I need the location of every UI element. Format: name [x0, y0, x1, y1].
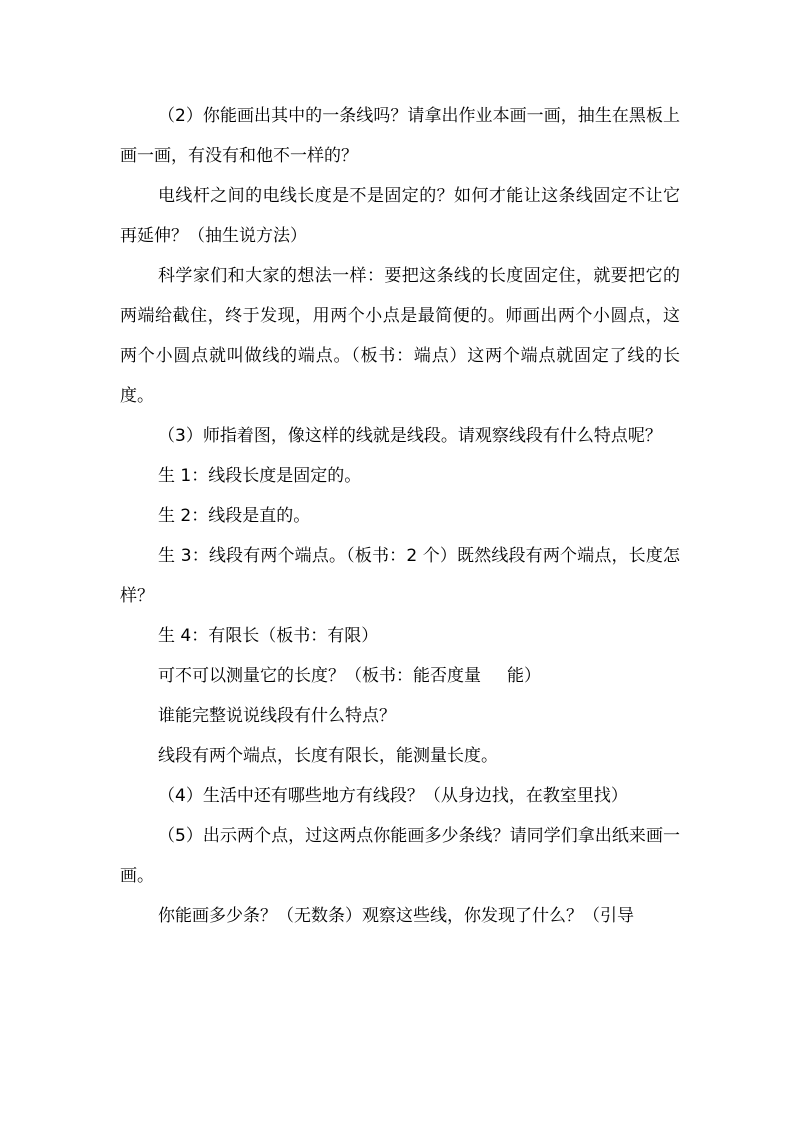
paragraph-endpoints: 科学家们和大家的想法一样：要把这条线的长度固定住，就要把它的两端给截住，终于发现，用两个小点是最简便的。师画出两个小圆点，这两个小圆点就叫做线的端点。（板书：端点）这两个端点就固定了线的长度。	[120, 266, 680, 406]
paragraph-student-3: 生 3：线段有两个端点。（板书：2 个）既然线段有两个端点，长度怎样？	[120, 546, 680, 606]
paragraph-how-many: 你能画多少条？（无数条）观察这些线，你发现了什么？（引导	[158, 906, 634, 926]
measure-question: 可不可以测量它的长度？（板书：能否度量	[158, 666, 481, 686]
paragraph-wire-length: 电线杆之间的电线长度是不是固定的？如何才能让这条线固定不让它再延伸？（抽生说方法）	[120, 186, 680, 246]
measure-answer: 能）	[507, 666, 541, 686]
paragraph-student-2: 生 2：线段是直的。	[158, 506, 311, 526]
paragraph-summary: 线段有两个端点，长度有限长，能测量长度。	[158, 746, 498, 766]
paragraph-segment-features: （3）师指着图，像这样的线就是线段。请观察线段有什么特点呢？	[158, 426, 662, 446]
paragraph-two-points: （5）出示两个点，过这两点你能画多少条线？请同学们拿出纸来画一画。	[120, 826, 680, 886]
paragraph-life-examples: （4）生活中还有哪些地方有线段？（从身边找，在教室里找）	[158, 786, 628, 806]
document-body	[120, 96, 680, 936]
paragraph-complete-features: 谁能完整说说线段有什么特点？	[158, 706, 396, 726]
paragraph-draw-line: （2）你能画出其中的一条线吗？请拿出作业本画一画，抽生在黑板上画一画，有没有和他不一样的？	[120, 106, 680, 166]
paragraph-measure	[120, 656, 680, 696]
paragraph-student-1: 生 1：线段长度是固定的。	[158, 466, 362, 486]
paragraph-student-4: 生 4：有限长（板书：有限）	[158, 626, 379, 646]
